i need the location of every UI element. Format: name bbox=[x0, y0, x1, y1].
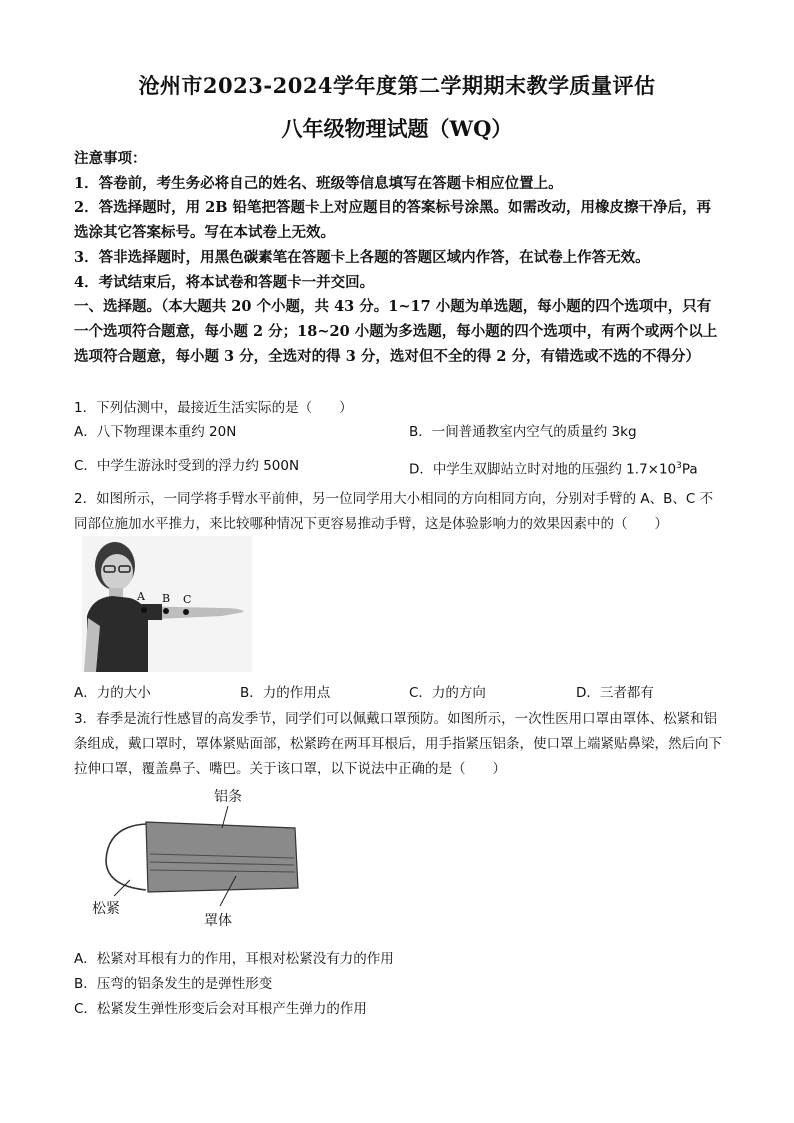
question-1-option-d-text: D．中学生双脚站立时对地的压强约 1.7×10 bbox=[409, 461, 677, 478]
question-2-stem: 2．如图所示，一同学将手臂水平前伸，另一位同学用大小相同的方向相同方向，分别对手臂的 A、B、C 不同部位施加水平推力，来比较哪种情况下更容易推动手臂，这是体验影响力的效果因素中的（ ） bbox=[74, 491, 714, 532]
aluminum-strip-label: 铝条 bbox=[214, 789, 242, 805]
question-1-option-b: B．一间普通教室内空气的质量约 3kg bbox=[409, 424, 637, 440]
section-heading: 一、选择题。（本大题共 20 个小题，共 43 分。1~17 小题为单选题，每小题的四个选项中，只有一个选项符合题意，每小题 2 分；18~20 小题为多选题，每小题的四个选项中，有两个或两个以上选项符合题意，每小题 3 分，全选对的得 3 分，选对但不全的得 2 分，有错选或不选的不得分） bbox=[74, 298, 718, 365]
question-1-option-c: C．中学生游泳时受到的浮力约 500N bbox=[74, 458, 300, 474]
notice-item-4: 4．考试结束后，将本试卷和答题卡一并交回。 bbox=[74, 274, 375, 291]
question-2-option-a: A．力的大小 bbox=[74, 685, 151, 701]
notice-heading: 注意事项： bbox=[74, 150, 147, 167]
exam-subtitle: 八年级物理试题（WQ） bbox=[281, 116, 513, 141]
point-c-label: C bbox=[183, 593, 192, 606]
question-2-option-d: D．三者都有 bbox=[576, 685, 654, 701]
question-3-option-c: C．松紧发生弹性形变后会对耳根产生弹力的作用 bbox=[74, 1001, 367, 1017]
student-arm-figure bbox=[82, 536, 252, 672]
question-1-option-d bbox=[409, 455, 698, 481]
point-b-label: B bbox=[162, 592, 171, 605]
notice-item-1: 1．答卷前，考生务必将自己的姓名、班级等信息填写在答题卡相应位置上。 bbox=[74, 175, 563, 192]
notice-item-3: 3．答非选择题时，用黑色碳素笔在答题卡上各题的答题区域内作答，在试卷上作答无效。 bbox=[74, 249, 650, 266]
question-3-option-b: B．压弯的铝条发生的是弹性形变 bbox=[74, 976, 273, 992]
question-1-stem: 1．下列估测中，最接近生活实际的是（ ） bbox=[74, 400, 353, 416]
question-3-stem: 3．春季是流行性感冒的高发季节，同学们可以佩戴口罩预防。如图所示，一次性医用口罩由罩体、松紧和铝条组成，戴口罩时，罩体紧贴面部，松紧跨在两耳耳根后，用手指紧压铝条，使口罩上端紧贴鼻梁，然后向下拉伸口罩，覆盖鼻子、嘴巴。关于该口罩，以下说法中正确的是（ ） bbox=[74, 711, 722, 777]
elastic-label: 松紧 bbox=[92, 901, 120, 917]
question-1-option-a: A．八下物理课本重约 20N bbox=[74, 424, 237, 440]
point-a-label: A bbox=[137, 590, 145, 603]
question-2-option-b: B．力的作用点 bbox=[240, 685, 331, 701]
question-3-option-a: A．松紧对耳根有力的作用，耳根对松紧没有力的作用 bbox=[74, 951, 394, 967]
face-mask-figure bbox=[90, 782, 320, 932]
mask-body-label: 罩体 bbox=[204, 913, 232, 929]
question-2-option-c: C．力的方向 bbox=[409, 685, 486, 701]
question-1-option-d-exponent: 3 bbox=[676, 461, 682, 471]
question-1-option-d-unit: Pa bbox=[681, 461, 698, 478]
exam-title: 沧州市2023-2024学年度第二学期期末教学质量评估 bbox=[138, 73, 656, 98]
notice-item-2: 2．答选择题时，用 2B 铅笔把答题卡上对应题目的答案标号涂黑。如需改动，用橡皮擦干净后，再选涂其它答案标号。写在本试卷上无效。 bbox=[74, 199, 712, 241]
